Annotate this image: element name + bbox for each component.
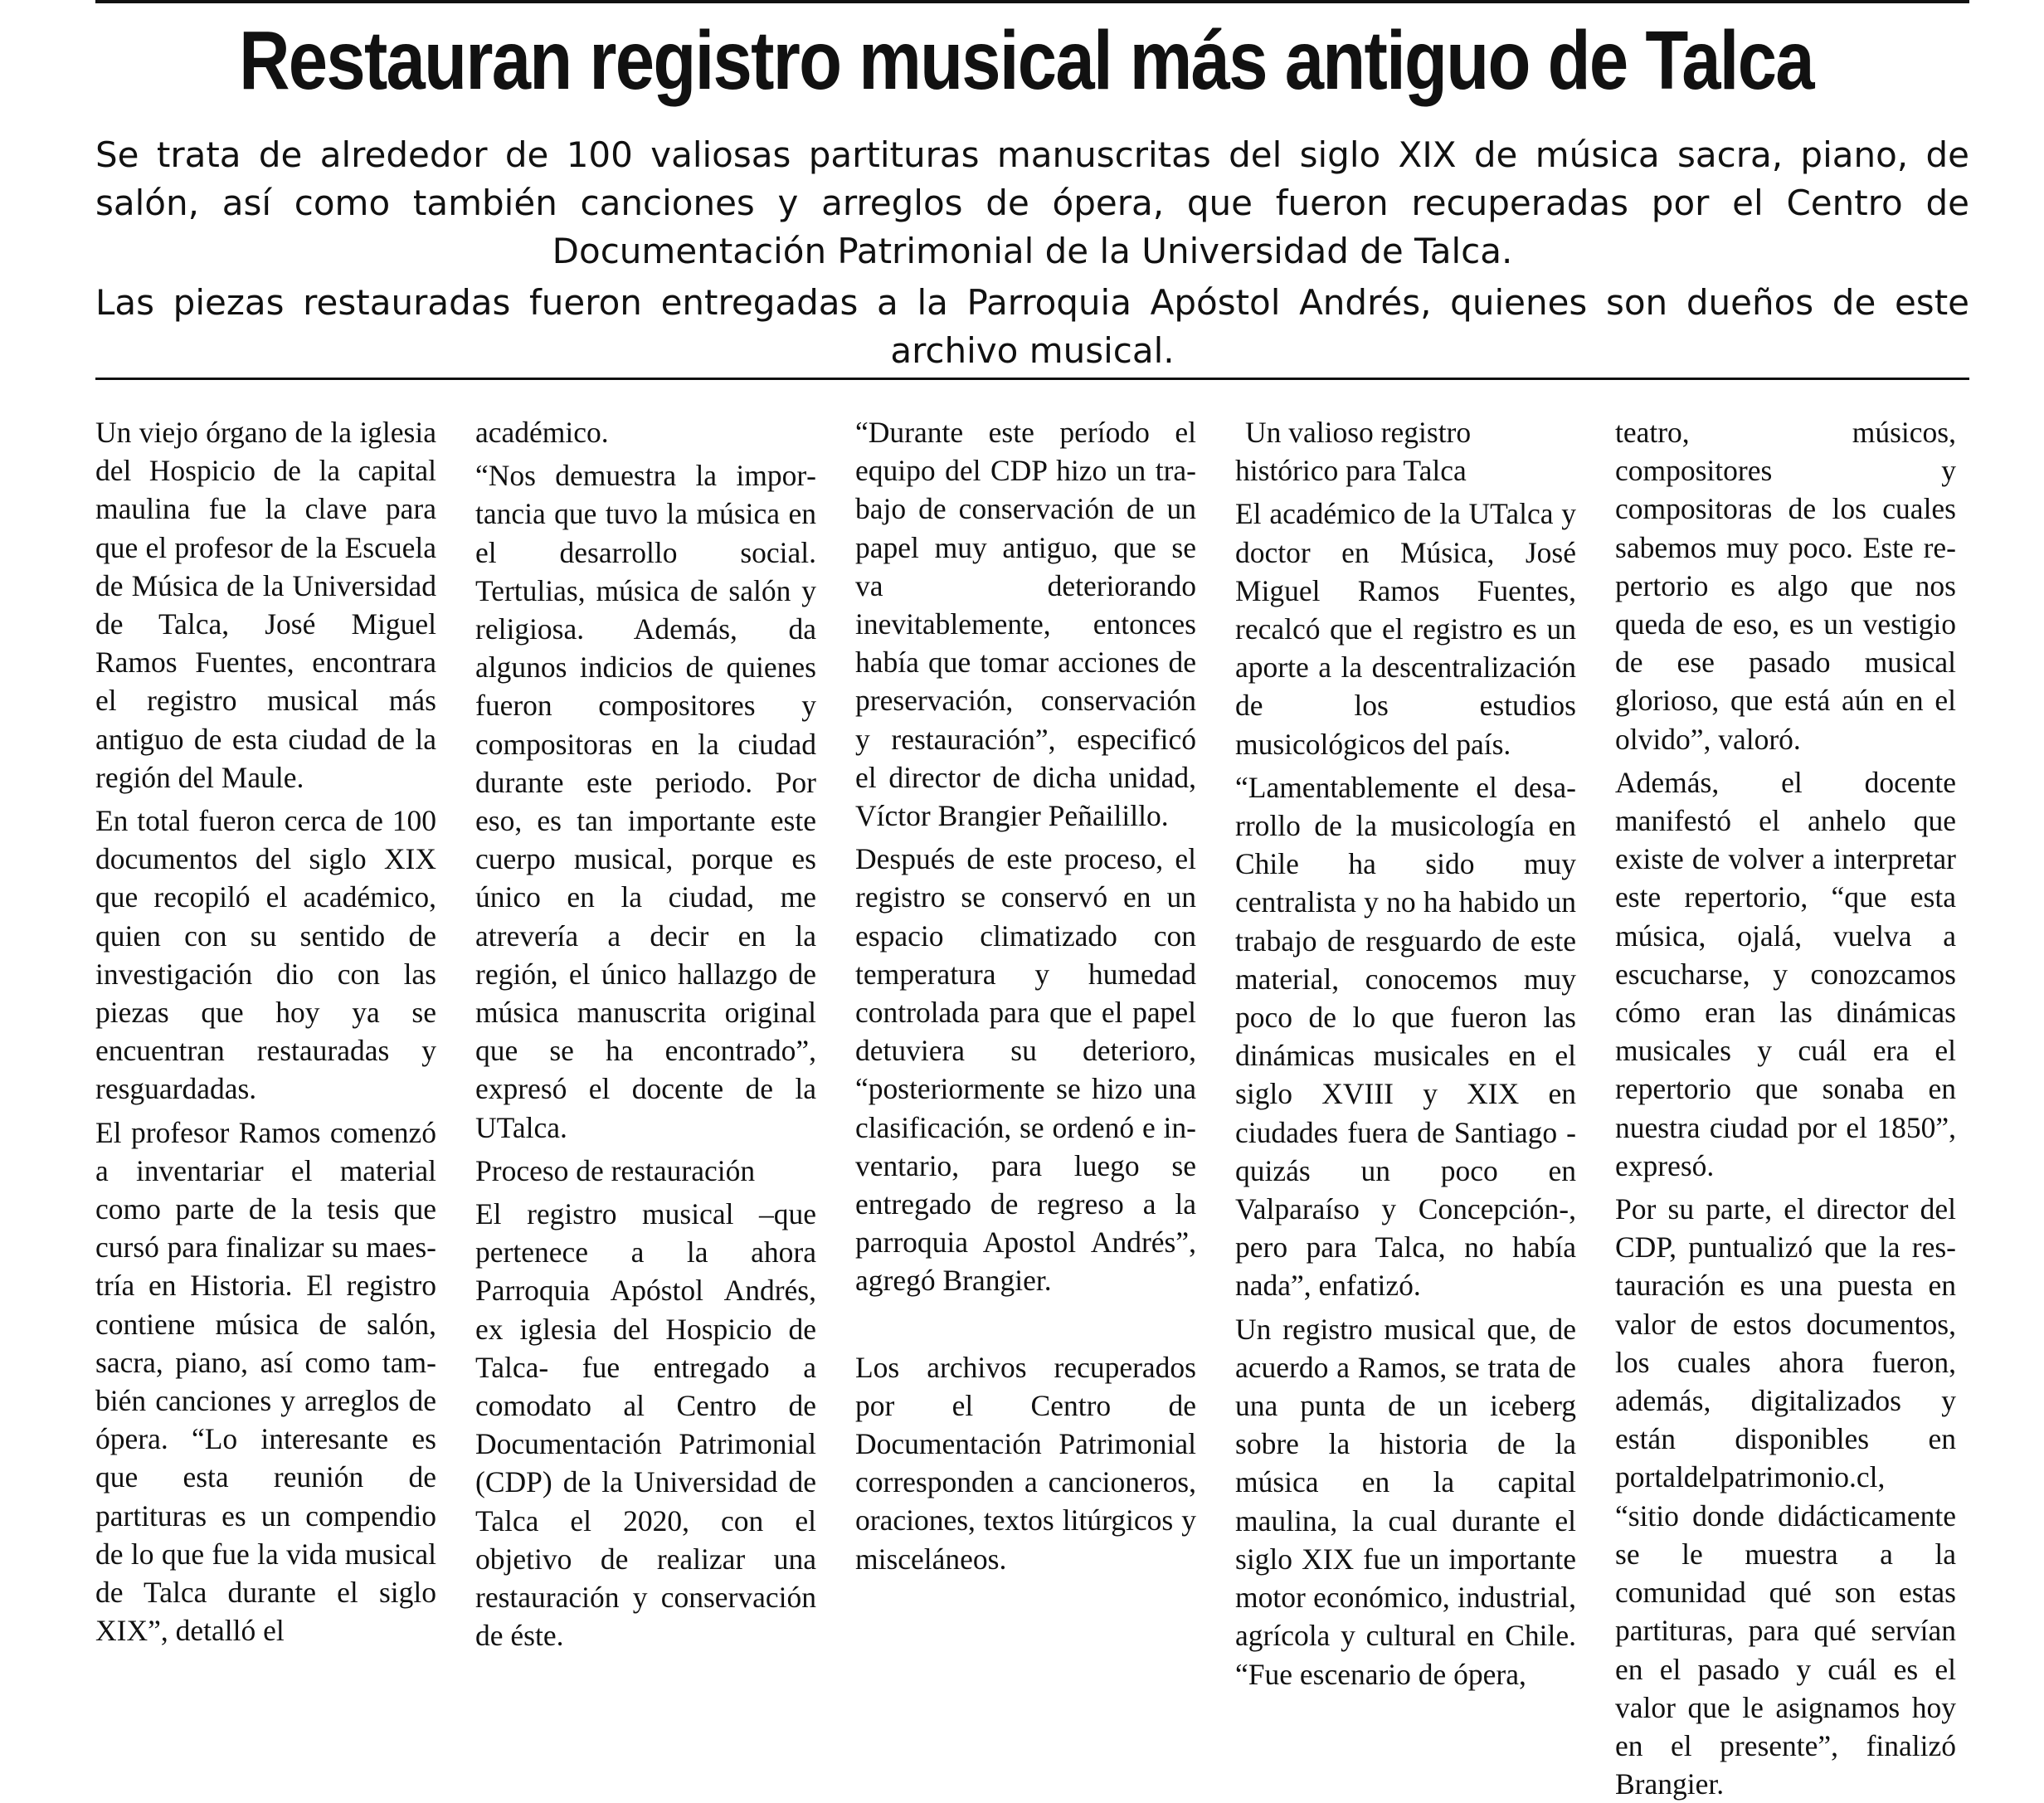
body-paragraph: teatro, músicos, compositores y compositoras de los cuales sabemos muy poco. Este repertorio es algo que nos queda de eso, es un vestigio de ese pasado musical glorioso, que está aún en el olvido”, valoró. — [1615, 416, 1956, 756]
section-rule — [95, 378, 1969, 380]
body-paragraph: El profesor Ramos comenzó a inventariar el material como parte de la tesis que cursó para finalizar su maestría en Historia. El registro contiene música de salón, sacra, piano, así como también canciones y arreglos de ópera. “Lo interesante es que esta reunión de partituras es un compendio de lo que fue la vida musical de Talca durante el siglo XIX”, detalló el — [95, 1115, 436, 1648]
body-paragraph: Un viejo órgano de la iglesia del Hospicio de la capital maulina fue la clave para que el profesor de la Escuela de Música de la Universidad de Talca, José Miguel Ramos Fuentes, encontrara el registro musical más antiguo de esta ciudad de la región del Maule. — [95, 416, 436, 794]
body-paragraph: “Durante este período el equipo del CDP hizo un trabajo de conservación de un papel muy antiguo, que se va deteriorando inevitablemente, entonces había que tomar acciones de preservación, conservación y restauración”, especificó el director de dicha unidad, Víctor Brangier Peñailillo. — [855, 416, 1196, 833]
top-rule — [95, 0, 1969, 3]
body-paragraph: Después de este proceso, el registro se conservó en un espacio climatizado con temperatura y humedad controlada para que el papel detuviera su deterioro, “posteriormente se hizo una clasificación, se ordenó e inventario, para luego se entregado de regreso a la parroquia Apostol Andrés”, agregó Brangier. — [855, 842, 1196, 1298]
body-paragraph: Los archivos recuperados por el Centro de Documentación Patrimonial corresponden a cancioneros, oraciones, textos litúrgicos y misceláneos. — [855, 1350, 1196, 1576]
column-1 — [95, 413, 436, 1648]
headline: Restauran registro musical más antiguo de Talca — [239, 14, 1813, 107]
body-paragraph: “Nos demuestra la importancia que tuvo la música en el desarrollo social. Tertulias, música de salón y religiosa. Además, da algunos indicios de quienes fueron compositores y compositoras en la ciudad durante este periodo. Por eso, es tan importante este cuerpo musical, porque es único en la ciudad, me atrevería a decir en la región, el único hallazgo de música manuscrita original que se ha encontrado”, expresó el docente de la UTalca. — [475, 459, 816, 1144]
article-body — [95, 413, 1958, 1801]
body-paragraph: “Lamentablemente el desarrollo de la musicología en Chile ha sido muy centralista y no ha habido un trabajo de resguardo de este material, conocemos muy poco de lo que fueron las dinámicas musicales en el siglo XVIII y XIX en ciudades fuera de Santiago -quizás un poco en Valparaíso y Concepción-, pero para Talca, no había nada”, enfatizó. — [1235, 770, 1576, 1303]
dek-paragraph: Las piezas restauradas fueron entregadas a la Parroquia Apóstol Andrés, quienes son dueños de este archivo musical. — [95, 282, 1969, 371]
subheading: Proceso de restauración — [475, 1153, 756, 1187]
body-paragraph: Un registro musical que, de acuerdo a Ramos, se trata de una punta de un iceberg sobre la historia de la música en la capital maulina, la cual durante el siglo XIX fue un importante motor económico, industrial, agrícola y cultural en Chile. “Fue escenario de ópera, — [1235, 1312, 1576, 1691]
column-spacer — [855, 1305, 1196, 1348]
column-3 — [855, 413, 1196, 1576]
column-2 — [475, 413, 816, 1653]
body-paragraph: En total fueron cerca de 100 documentos del siglo XIX que recopiló el académico, quien con su sentido de investigación dio con las piezas que hoy ya se encuentran restauradas y resguardadas. — [95, 804, 436, 1106]
body-paragraph: Además, el docente manifestó el anhelo que existe de volver a interpretar este repertorio, “que esta música, ojalá, vuelva a escucharse, y conozcamos cómo eran las dinámicas musicales y cuál era el repertorio que sonaba en nuestra ciudad por el 1850”, expresó. — [1615, 765, 1956, 1182]
body-paragraph: El académico de la UTalca y doctor en Música, José Miguel Ramos Fuentes, recalcó que el registro es un aporte a la descentralización de los estudios musicológicos del país. — [1235, 497, 1576, 761]
column-4 — [1235, 413, 1576, 1691]
column-5 — [1615, 413, 1956, 1801]
body-paragraph: Por su parte, el director del CDP, puntualizó que la restauración es una puesta en valor de estos documentos, los cuales ahora fueron, además, digitalizados y están disponibles en portaldelpatrimonio.cl, “sitio donde didácticamente se le muestra a la comunidad qué son estas partituras, para qué servían en el pasado y cuál es el valor que le asignamos hoy en el presente”, finalizó Brangier. — [1615, 1192, 1956, 1801]
body-paragraph: El registro musical –que pertenece a la ahora Parroquia Apóstol Andrés, ex iglesia del Hospicio de Talca- fue entregado a comodato al Centro de Documentación Patrimonial (CDP) de la Universidad de Talca el 2020, con el objetivo de realizar una restauración y conservación de éste. — [475, 1197, 816, 1653]
dek — [95, 131, 1969, 375]
dek-paragraph: Se trata de alrededor de 100 valiosas partituras manuscritas del siglo XIX de música sacra, piano, de salón, así como también canciones y arreglos de ópera, que fueron recuperadas por el Centro de Documentación Patrimonial de la Universidad de Talca. — [95, 134, 1969, 271]
subheading: Un valioso registro histórico para Talca — [1235, 416, 1472, 488]
body-paragraph: académico. — [475, 416, 609, 449]
